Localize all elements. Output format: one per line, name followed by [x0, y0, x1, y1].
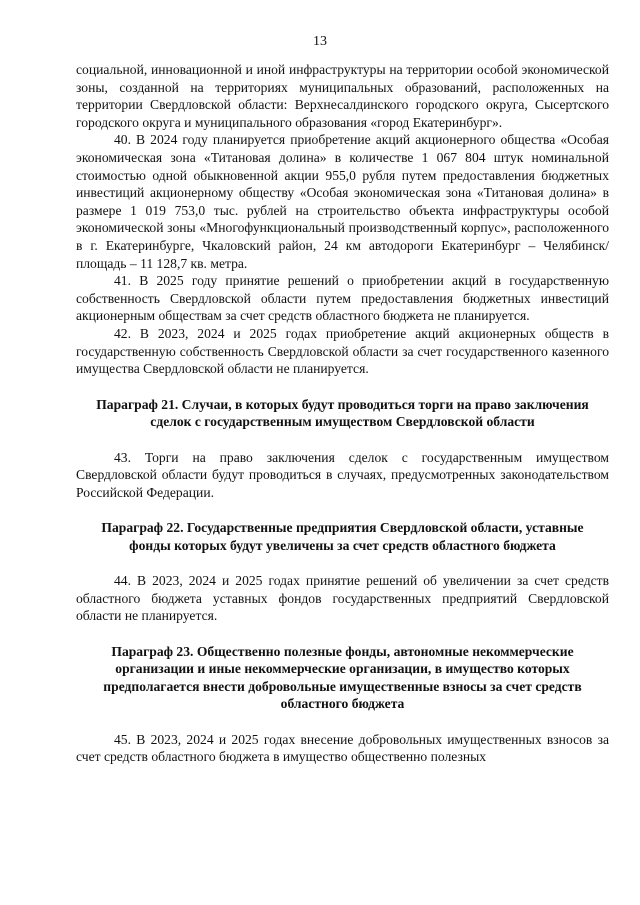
heading-paragraph-22: Параграф 22. Государственные предприятия Свердловской области, уставные фонды которых будут увеличены за счет средств областного бюджета: [101, 520, 584, 553]
paragraph-44: 44. В 2023, 2024 и 2025 годах принятие решений об увеличении за счет средств областного бюджета уставных фондов государственных предприятий Свердловской области не планируется.: [76, 573, 609, 624]
paragraph-41: 41. В 2025 году принятие решений о приобретении акций в государственную собственность Свердловской области путем предоставления бюджетных инвестиций акционерным обществам за счет средств областного бюджета не планируется.: [76, 273, 609, 324]
document-body: [76, 61, 609, 766]
paragraph-45: 45. В 2023, 2024 и 2025 годах внесение добровольных имущественных взносов за счет средств областного бюджета в имущество общественно полезных: [76, 731, 609, 765]
paragraph-40: 40. В 2024 году планируется приобретение акций акционерного общества «Особая экономическая зона «Титановая долина» в количестве 1 067 804 штук номинальной стоимостью одной обыкновенной акции 955,0 рубля путем предоставления бюджетных инвестиций акционерному обществу «Особая экономическая зона «Титановая долина» в размере 1 019 753,0 тыс. рублей на строительство объекта инфраструктуры особой экономической зоны «Многофункциональный производственный корпус», расположенного в г. Екатеринбурге, Чкаловский район, 24 км автодороги Екатеринбург – Челябинск/площадь – 11 128,7 кв. метра.: [76, 132, 609, 271]
page-number: 13: [313, 34, 327, 49]
paragraph-continuation: социальной, инновационной и иной инфраструктуры на территории особой экономической зоны, созданной на территориях муниципальных образований, расположенных на территории Свердловской области: Верхнесалдинского городского округа, Сысертского городского округа и муниципального образования «город Екатеринбург».: [76, 62, 609, 130]
paragraph-42: 42. В 2023, 2024 и 2025 годах приобретение акций акционерных обществ в государственную собственность Свердловской области за счет государственного казенного имущества Свердловской области не планируется.: [76, 325, 609, 377]
heading-paragraph-23: Параграф 23. Общественно полезные фонды, автономные некоммерческие организации и иные некоммерческие организации, в имущество которых предполагается внести добровольные имущественные взносы за счет средств областного бюджета: [103, 643, 582, 712]
paragraph-43: 43. Торги на право заключения сделок с государственным имуществом Свердловской области будут проводиться в случаях, предусмотренных законодательством Российской Федерации.: [76, 449, 609, 500]
heading-paragraph-21: Параграф 21. Случаи, в которых будут проводиться торги на право заключения сделок с государственным имуществом Свердловской области: [96, 396, 589, 430]
